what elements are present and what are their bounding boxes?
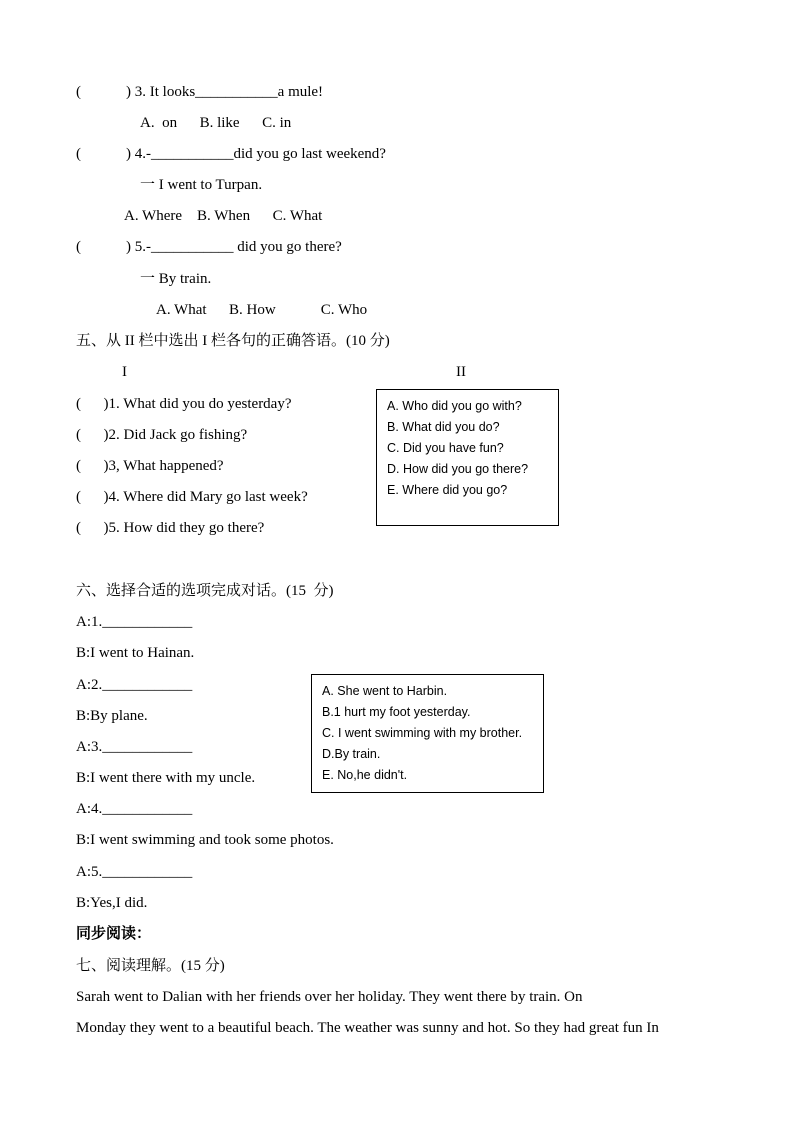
section6-option: B.1 hurt my foot yesterday. (322, 705, 471, 719)
dialogue-line: B:I went to Hainan. (76, 645, 195, 661)
dialogue-line: B:I went there with my uncle. (76, 770, 256, 786)
section5-answer-option: B. What did you do? (387, 420, 500, 434)
sync-reading-heading: 同步阅读： (76, 926, 152, 942)
section5-question: ( )2. Did Jack go fishing? (76, 427, 248, 443)
section5-heading: 五、从 II 栏中选出 I 栏各句的正确答语。(10 分) (76, 333, 390, 349)
section6-option: E. No,he didn't. (322, 768, 408, 782)
section5-question: ( )4. Where did Mary go last week? (76, 489, 308, 505)
section5-answer-option: D. How did you go there? (387, 462, 529, 476)
passage-line: Sarah went to Dalian with her friends over her holiday. They went there by train. On (76, 989, 583, 1005)
dialogue-line: B:I went swimming and took some photos. (76, 832, 334, 848)
section7-heading: 七、阅读理解。(15 分) (76, 958, 225, 974)
dialogue-line: A:5.____________ (76, 864, 193, 880)
section6-option: A. She went to Harbin. (322, 684, 448, 698)
mc-question-4: ( ) 4.-___________did you go last weekend? (76, 146, 386, 162)
mc-question-3: ( ) 3. It looks___________a mule! (76, 84, 324, 100)
mc-options-3: A. on B. like C. in (140, 115, 292, 131)
section5-answer-option: E. Where did you go? (387, 483, 508, 497)
section5-answer-option: A. Who did you go with? (387, 399, 522, 413)
mc-options-4: A. Where B. When C. What (124, 208, 323, 224)
dialogue-line: A:4.____________ (76, 801, 193, 817)
dialogue-line: A:3.____________ (76, 739, 193, 755)
section6-heading: 六、选择合适的选项完成对话。(15 分) (76, 583, 334, 599)
dialogue-line: A:2.____________ (76, 677, 193, 693)
section6-options-box (311, 674, 544, 793)
dialogue-line: B:Yes,I did. (76, 895, 148, 911)
section5-column-1-label: I (122, 364, 127, 380)
passage-line: Monday they went to a beautiful beach. The weather was sunny and hot. So they had great fun In (76, 1020, 659, 1036)
dialogue-line: A:1.____________ (76, 614, 193, 630)
mc-answer-4: 一 I went to Turpan. (140, 177, 263, 193)
mc-options-5: A. What B. How C. Who (156, 302, 368, 318)
section6-option: C. I went swimming with my brother. (322, 726, 523, 740)
dialogue-line: B:By plane. (76, 708, 148, 724)
mc-question-5: ( ) 5.-___________ did you go there? (76, 239, 342, 255)
section5-column-2-label: II (456, 364, 466, 380)
mc-answer-5: 一 By train. (140, 271, 212, 287)
section5-question: ( )1. What did you do yesterday? (76, 396, 292, 412)
section5-question: ( )5. How did they go there? (76, 520, 265, 536)
section5-answer-option: C. Did you have fun? (387, 441, 504, 455)
section6-option: D.By train. (322, 747, 381, 761)
section5-answer-box (376, 389, 559, 526)
section5-question: ( )3, What happened? (76, 458, 224, 474)
